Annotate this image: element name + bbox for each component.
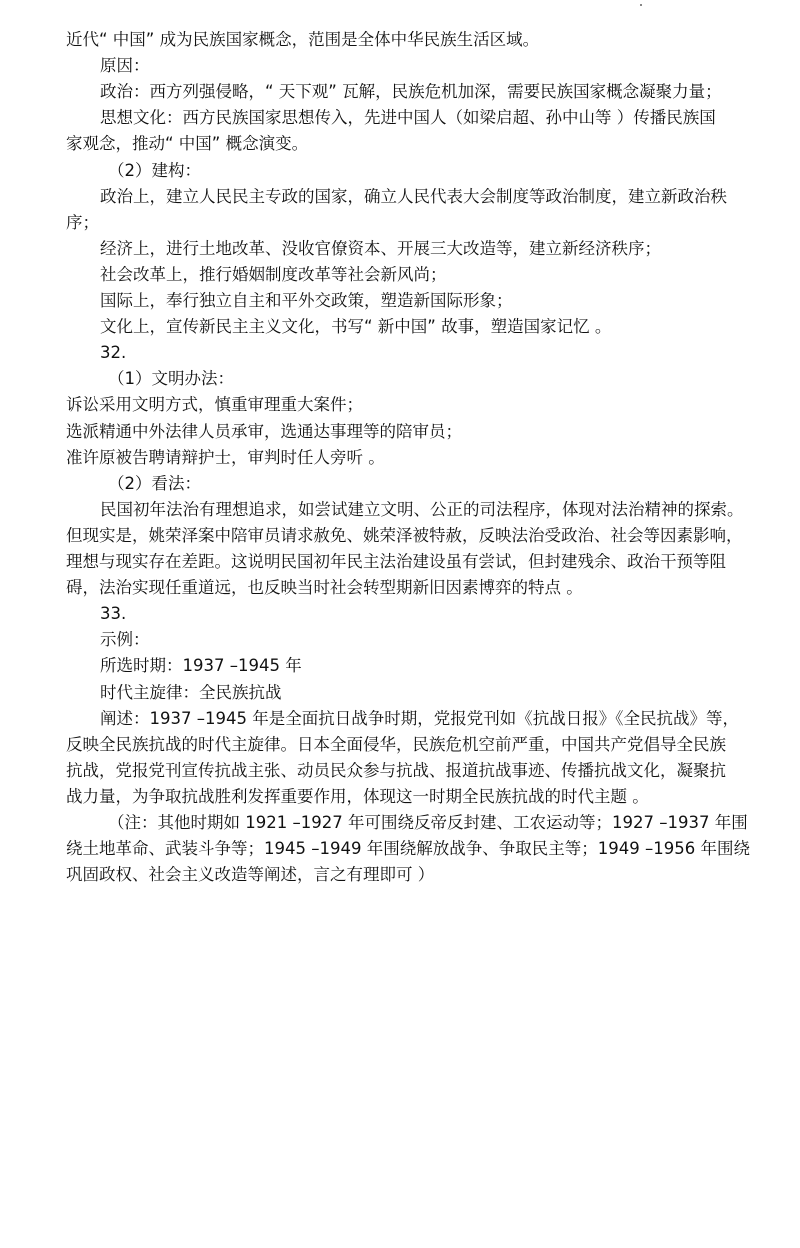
text-line: 序；	[66, 212, 99, 232]
scan-dot	[640, 4, 642, 6]
text-line: 政治上，建立人民民主专政的国家，确立人民代表大会制度等政治制度，建立新政治秩	[100, 186, 727, 206]
text-line: 所选时期：1937 –1945 年	[100, 656, 302, 676]
text-line: 准许原被告聘请辩护士，审判时任人旁听 。	[66, 447, 385, 467]
text-line: 战力量，为争取抗战胜利发挥重要作用，体现这一时期全民族抗战的时代主题 。	[66, 786, 649, 806]
text-line: 33.	[100, 604, 127, 624]
text-line: 选派精通中外法律人员承审，选通达事理等的陪审员；	[66, 421, 462, 441]
text-line: 阐述：1937 –1945 年是全面抗日战争时期，党报党刊如《抗战日报》《全民抗战》等，	[100, 708, 739, 728]
text-line: 理想与现实存在差距。这说明民国初年民主法治建设虽有尝试，但封建残余、政治干预等阻	[66, 552, 726, 571]
text-line: （2）建构：	[108, 160, 201, 180]
text-line: 社会改革上，推行婚姻制度改革等社会新风尚；	[100, 264, 447, 284]
text-line: （2）看法：	[108, 473, 201, 493]
text-line: 原因：	[100, 56, 150, 76]
text-line: 但现实是，姚荣泽案中陪审员请求赦免、姚荣泽被特赦，反映法治受政治、社会等因素影响，	[66, 525, 743, 545]
text-line: 32.	[100, 343, 127, 363]
text-line: （1）文明办法：	[108, 369, 234, 389]
text-line: 碍，法治实现任重道远，也反映当时社会转型期新旧因素博弈的特点 。	[66, 578, 583, 598]
text-line: 绕土地革命、武装斗争等；1945 –1949 年围绕解放战争、争取民主等；1949 –1956 年围绕	[66, 839, 750, 859]
text-line: （注：其他时期如 1921 –1927 年可围绕反帝反封建、工农运动等；1927 –1937 年围	[108, 813, 748, 832]
text-line: 政治：西方列强侵略，“ 天下观” 瓦解，民族危机加深，需要民族国家概念凝聚力量；	[100, 82, 722, 102]
text-line: 文化上，宣传新民主主义文化，书写“ 新中国” 故事，塑造国家记忆 。	[100, 317, 612, 337]
text-line: 近代“ 中国” 成为民族国家概念，范围是全体中华民族生活区域。	[66, 30, 540, 49]
text-line: 示例：	[100, 630, 150, 650]
text-line: 时代主旋律：全民族抗战	[100, 682, 282, 702]
text-line: 国际上，奉行独立自主和平外交政策，塑造新国际形象；	[100, 291, 513, 310]
text-line: 思想文化：西方民族国家思想传入，先进中国人（如梁启超、孙中山等 ）传播民族国	[100, 108, 716, 128]
text-line: 民国初年法治有理想追求，如尝试建立文明、公正的司法程序，体现对法治精神的探索。	[100, 499, 744, 519]
text-line: 反映全民族抗战的时代主旋律。日本全面侵华，民族危机空前严重，中国共产党倡导全民族	[66, 734, 726, 754]
text-line: 家观念，推动“ 中国” 概念演变。	[66, 134, 309, 154]
text-line: 巩固政权、社会主义改造等阐述，言之有理即可 ）	[66, 865, 435, 885]
text-line: 抗战，党报党刊宣传抗战主张、动员民众参与抗战、报道抗战事迹、传播抗战文化，凝聚抗	[66, 760, 726, 780]
text-line: 经济上，进行土地改革、没收官僚资本、开展三大改造等，建立新经济秩序；	[100, 238, 661, 258]
text-line: 诉讼采用文明方式，慎重审理重大案件；	[66, 395, 363, 415]
